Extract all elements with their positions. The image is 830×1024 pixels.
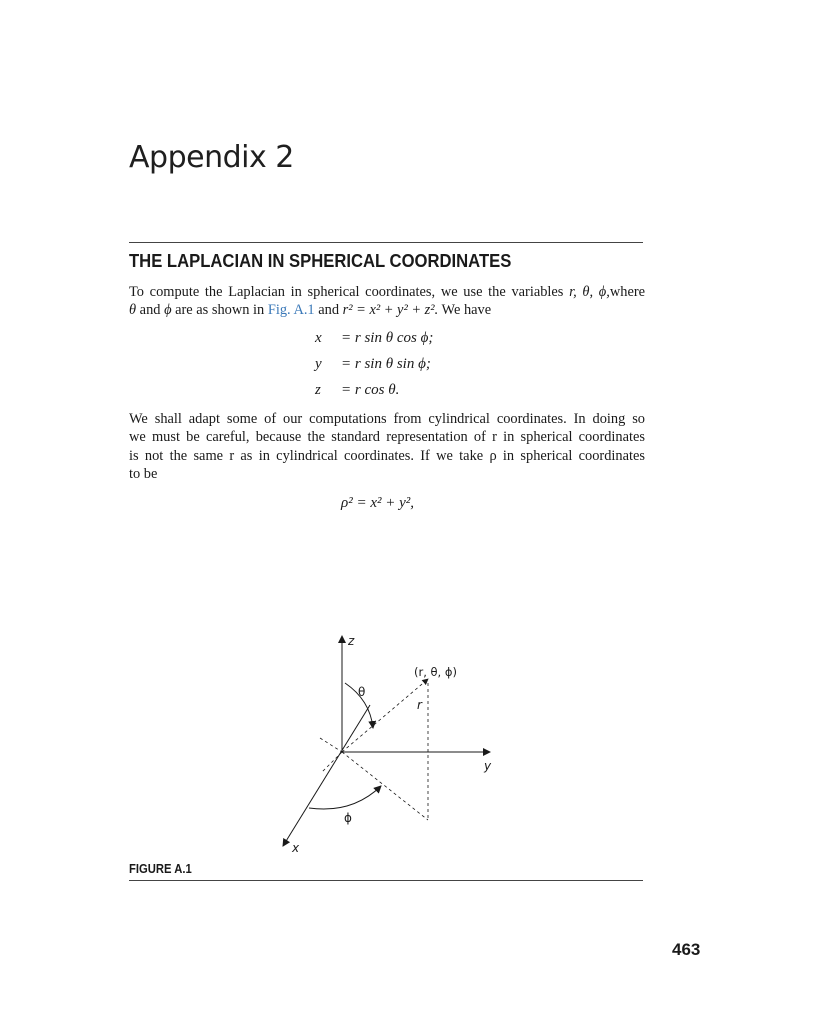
y-axis-label: y <box>484 759 492 773</box>
equation-x-rhs: = r sin θ cos ϕ; <box>341 330 434 346</box>
paragraph-2-line-4: to be <box>129 465 158 482</box>
intro-variables: r, θ, ϕ, <box>569 284 610 300</box>
intro-we-have: We have <box>438 302 492 319</box>
point-label: (r, θ, ϕ) <box>414 665 457 679</box>
equation-x-lhs: x <box>315 330 322 346</box>
intro-text-1: To compute the Laplacian in spherical coordinates, we use the variables <box>129 284 570 300</box>
intro-and: and <box>136 302 165 319</box>
intro-phi: ϕ <box>164 302 172 319</box>
intro-theta: θ <box>129 302 137 319</box>
x-axis <box>283 705 370 846</box>
section-heading: THE LAPLACIAN IN SPHERICAL COORDINATES <box>129 250 512 271</box>
xy-projection <box>342 752 428 820</box>
intro-are-shown: are as shown in <box>171 302 268 319</box>
paragraph-2-line-1: We shall adapt some of our computations from cylindrical coordinates. In doing so <box>129 411 645 427</box>
equation-y-lhs: y <box>315 356 322 372</box>
radius-vector <box>342 679 428 752</box>
intro-text-where: where <box>609 284 646 300</box>
theta-label: θ <box>358 685 366 699</box>
caption-rule <box>129 880 643 881</box>
appendix-title: Appendix 2 <box>129 140 294 175</box>
y-axis-negative <box>320 738 342 752</box>
rho-equation-text: ρ² = x² + y², <box>341 495 415 511</box>
phi-arc <box>309 786 381 809</box>
paragraph-2-line-2: we must be careful, because the standard representation of r in spherical coordinates <box>129 429 645 446</box>
z-axis-label: z <box>348 634 355 648</box>
page-number: 463 <box>672 940 701 959</box>
phi-label: ϕ <box>344 811 352 825</box>
equation-y-rhs: = r sin θ sin ϕ; <box>341 356 431 372</box>
equation-z-rhs: = r cos θ. <box>341 382 400 398</box>
x-axis-label: x <box>292 841 300 855</box>
figure-caption: FIGURE A.1 <box>129 862 192 876</box>
intro-and-2: and <box>314 302 343 319</box>
intro-r-squared-equation: r² = x² + y² + z². <box>342 302 439 319</box>
figure-reference-link[interactable]: Fig. A.1 <box>267 302 315 319</box>
paragraph-2-line-3: is not the same r as in cylindrical coordinates. If we take ρ in spherical coordinates <box>129 447 645 464</box>
radius-label: r <box>417 698 422 712</box>
equation-z-lhs: z <box>315 382 321 398</box>
